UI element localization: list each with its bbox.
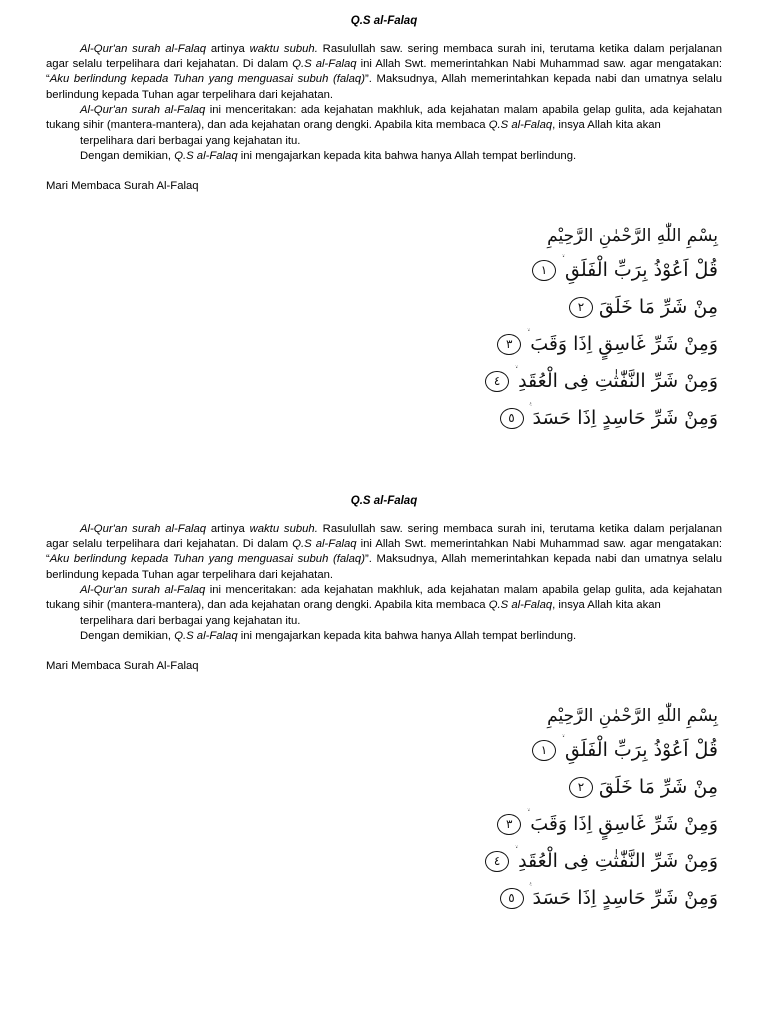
verse-number-badge: ٥	[500, 888, 524, 909]
paragraph-meaning: Al-Qur'an surah al-Falaq artinya waktu subuh. Rasulullah saw. sering membaca surah ini, terutama ketika dalam perjalanan agar selalu terpelihara dari kejahatan. Di dalam Q.S al-Falaq ini Allah Swt. memerintahkan Nabi Muhammad saw. agar mengatakan: “Aku berlindung kepada Tuhan yang menguasai subuh (falaq)”. Maksudnya, Allah memerintahkan kepada nabi dan umatnya selalu berlindung kepada Tuhan agar terpelihara dari kejahatan.	[46, 42, 722, 101]
paragraph-content-continued: terpelihara dari berbagai yang kejahatan itu.	[80, 614, 301, 627]
reading-intro: Mari Membaca Surah Al-Falaq	[46, 659, 199, 672]
verse-text: قُلْ اَعُوْذُ بِرَبِّ الْفَلَقِ	[565, 738, 718, 761]
verse-text: وَمِنْ شَرِّ غَاسِقٍ اِذَا وَقَبَ	[530, 812, 718, 835]
verse-number-badge: ٢	[569, 297, 593, 318]
verse-text: وَمِنْ شَرِّ حَاسِدٍ اِذَا حَسَدَ	[532, 406, 718, 429]
paragraph-content: Al-Qur'an surah al-Falaq ini menceritakan: ada kejahatan makhluk, ada kejahatan malam apabila gelap gulita, ada kejahatan tukang sihir (mantera-mantera), dan ada kejahatan orang dengki. Apabila kita membaca Q.S al-Falaq, insya Allah kita akan	[46, 584, 722, 612]
verse-line	[378, 326, 718, 363]
section-title: Q.S al-Falaq	[350, 495, 418, 507]
verse-text: وَمِنْ شَرِّ النَّفّٰثٰتِ فِى الْعُقَدِ	[518, 369, 718, 392]
text-block-2	[46, 494, 722, 674]
verse-line	[378, 252, 718, 289]
verse-text: وَمِنْ شَرِّ غَاسِقٍ اِذَا وَقَبَ	[530, 332, 718, 355]
verse-line	[378, 843, 718, 880]
verse-text: وَمِنْ شَرِّ حَاسِدٍ اِذَا حَسَدَ	[532, 886, 718, 909]
verse-line	[378, 289, 718, 326]
verse-line	[378, 400, 718, 437]
paragraph-conclusion: Dengan demikian, Q.S al-Falaq ini mengajarkan kepada kita bahwa hanya Allah tempat berlindung.	[80, 630, 577, 643]
paragraph-conclusion: Dengan demikian, Q.S al-Falaq ini mengajarkan kepada kita bahwa hanya Allah tempat berlindung.	[80, 150, 577, 163]
verse-line	[378, 769, 718, 806]
verse-number-badge: ٥	[500, 408, 524, 429]
verse-number-badge: ١	[532, 740, 556, 761]
verse-number-badge: ٣	[497, 814, 521, 835]
text-block-1	[46, 14, 722, 194]
verse-text: مِنْ شَرِّ مَا خَلَقَ	[598, 775, 718, 798]
verse-number-badge: ٣	[497, 334, 521, 355]
basmala: بِسْمِ اللّٰهِ الرَّحْمٰنِ الرَّحِيْمِ	[547, 706, 718, 727]
verse-line	[378, 806, 718, 843]
section-title: Q.S al-Falaq	[350, 15, 418, 27]
paragraph-content: Al-Qur'an surah al-Falaq ini menceritakan: ada kejahatan makhluk, ada kejahatan malam apabila gelap gulita, ada kejahatan tukang sihir (mantera-mantera), dan ada kejahatan orang dengki. Apabila kita membaca Q.S al-Falaq, insya Allah kita akan	[46, 104, 722, 132]
paragraph-content-continued: terpelihara dari berbagai yang kejahatan itu.	[80, 134, 301, 147]
verse-number-badge: ٤	[485, 371, 509, 392]
verse-text: مِنْ شَرِّ مَا خَلَقَ	[598, 295, 718, 318]
verse-number-badge: ٢	[569, 777, 593, 798]
basmala: بِسْمِ اللّٰهِ الرَّحْمٰنِ الرَّحِيْمِ	[547, 226, 718, 247]
verse-line	[378, 363, 718, 400]
arabic-surah-1	[378, 222, 718, 437]
paragraph-meaning: Al-Qur'an surah al-Falaq artinya waktu subuh. Rasulullah saw. sering membaca surah ini, terutama ketika dalam perjalanan agar selalu terpelihara dari kejahatan. Di dalam Q.S al-Falaq ini Allah Swt. memerintahkan Nabi Muhammad saw. agar mengatakan: “Aku berlindung kepada Tuhan yang menguasai subuh (falaq)”. Maksudnya, Allah memerintahkan kepada nabi dan umatnya selalu berlindung kepada Tuhan agar terpelihara dari kejahatan.	[46, 522, 722, 581]
verse-text: قُلْ اَعُوْذُ بِرَبِّ الْفَلَقِ	[565, 258, 718, 281]
verse-number-badge: ١	[532, 260, 556, 281]
verse-text: وَمِنْ شَرِّ النَّفّٰثٰتِ فِى الْعُقَدِ	[518, 849, 718, 872]
verse-line	[378, 732, 718, 769]
verse-number-badge: ٤	[485, 851, 509, 872]
reading-intro: Mari Membaca Surah Al-Falaq	[46, 179, 199, 192]
arabic-surah-2	[378, 702, 718, 917]
verse-line	[378, 880, 718, 917]
